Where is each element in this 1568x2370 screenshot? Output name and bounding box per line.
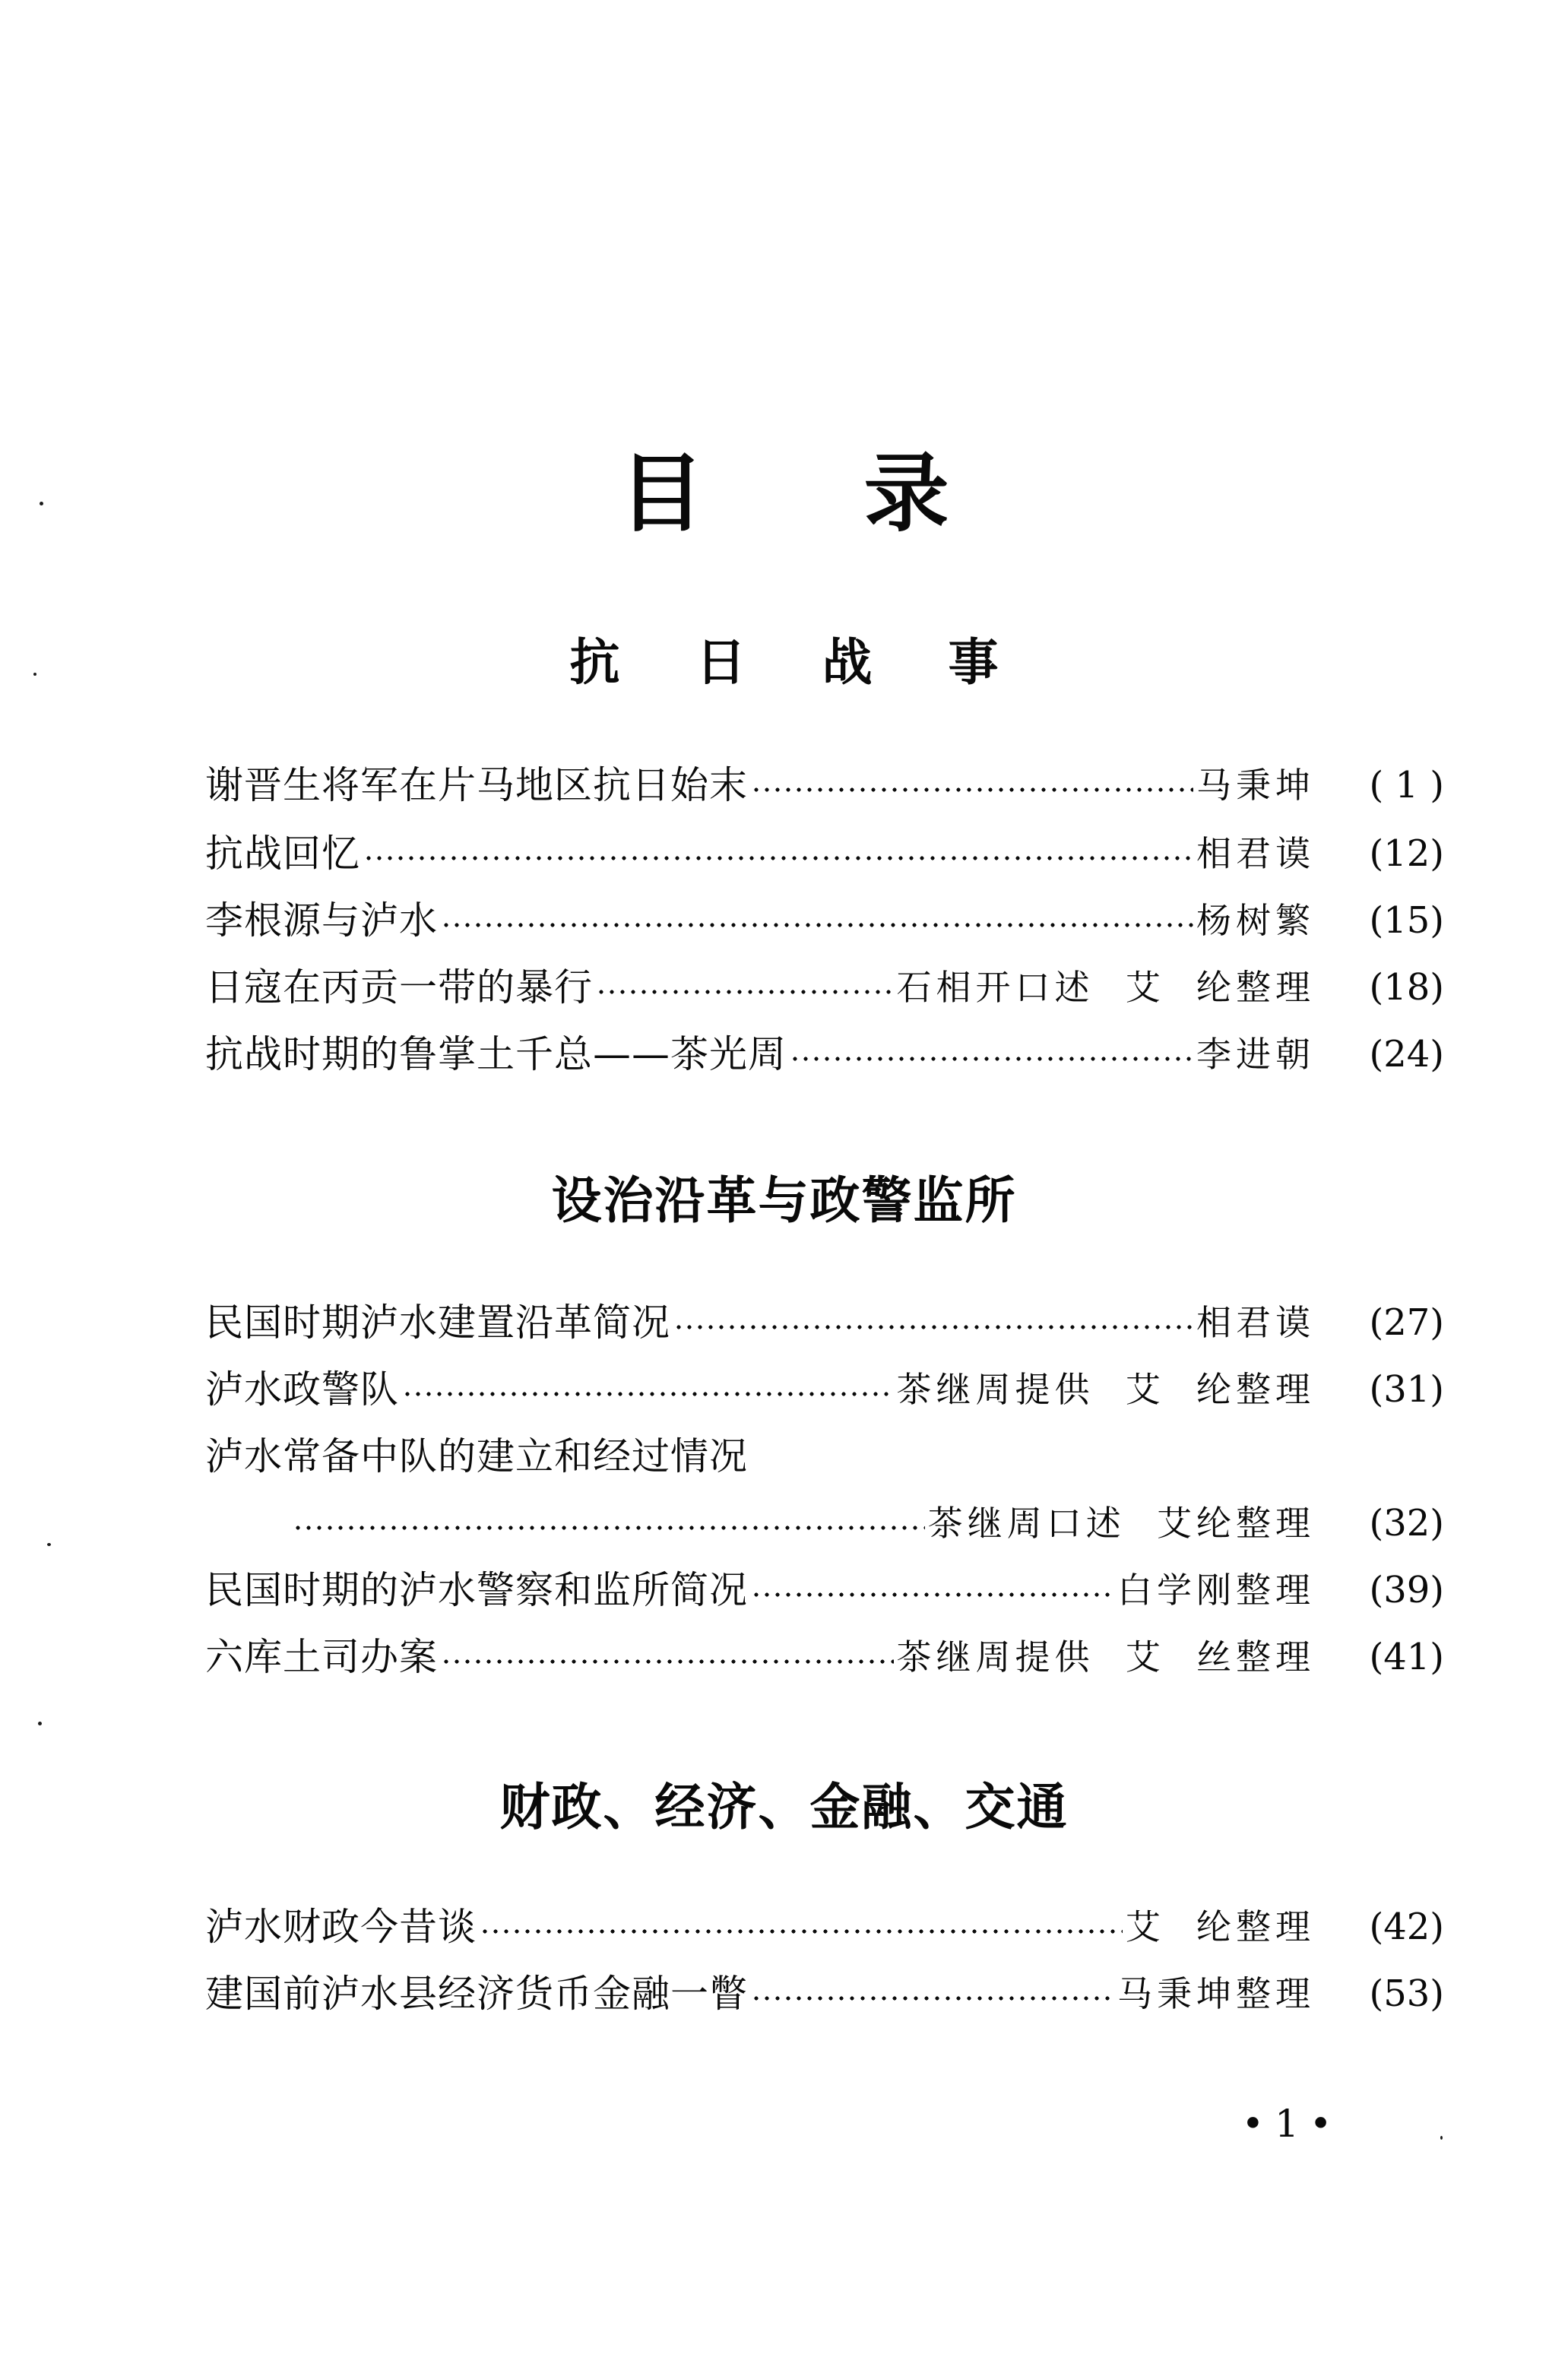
dot-leader — [480, 1900, 1123, 1953]
toc-entry[interactable] — [205, 1363, 1444, 1416]
title-char-mu: 目 — [619, 445, 705, 543]
toc-entry[interactable] — [205, 894, 1444, 947]
toc-entry-page: ( 1 ) — [1369, 764, 1444, 806]
toc-entry-page: (31) — [1369, 1368, 1444, 1411]
toc-entry-author: 茶继周口述 艾纶整理 — [927, 1503, 1315, 1544]
toc-entry-title: 抗战时期的鲁掌土千总——茶光周 — [205, 1032, 787, 1076]
toc-entry-page: (15) — [1369, 899, 1444, 942]
dot-leader — [751, 1967, 1114, 2020]
toc-entry-page: (24) — [1369, 1033, 1444, 1076]
dot-leader — [673, 1296, 1193, 1349]
toc-entry[interactable] — [205, 1967, 1444, 2020]
dot-leader — [441, 1630, 894, 1684]
dot-leader — [402, 1363, 894, 1416]
toc-entry[interactable] — [205, 961, 1444, 1014]
toc-entry-author: 马秉坤 — [1196, 765, 1315, 806]
toc-entry-page: (53) — [1369, 1972, 1444, 2015]
toc-entry-author: 茶继周提供 艾 纶整理 — [896, 1369, 1315, 1410]
toc-entry-title: 泸水政警队 — [205, 1367, 399, 1412]
toc-entry-author: 艾 纶整理 — [1125, 1906, 1315, 1947]
toc-entry-title-line[interactable] — [205, 1430, 1444, 1483]
toc-entry-author: 相君谟 — [1196, 833, 1315, 874]
toc-entry[interactable] — [205, 1028, 1444, 1081]
toc-entry-page: (42) — [1369, 1906, 1444, 1948]
toc-entry-page: (32) — [1369, 1502, 1444, 1545]
dot-leader — [293, 1497, 925, 1550]
toc-entry[interactable] — [205, 827, 1444, 880]
toc-entry-title: 民国时期泸水建置沿革简况 — [205, 1301, 670, 1345]
dot-leader — [751, 759, 1193, 812]
toc-entry-author: 相君谟 — [1196, 1302, 1315, 1343]
toc-entry-author: 马秉坤整理 — [1117, 1973, 1315, 2014]
scan-speck — [47, 1543, 51, 1546]
toc-entry-title: 泸水财政今昔谈 — [205, 1905, 477, 1949]
title-char-lu: 录 — [863, 445, 949, 543]
toc-entry-author: 石相开口述 艾 纶整理 — [896, 967, 1315, 1008]
page-title — [0, 445, 1568, 543]
scan-speck — [1440, 2136, 1443, 2140]
toc-entry-title: 李根源与泸水 — [205, 898, 438, 943]
toc-entry-author: 茶继周提供 艾 丝整理 — [896, 1637, 1315, 1678]
section-heading-administration-police: 设治沿革与政警监所 — [551, 1171, 1017, 1230]
dot-leader — [441, 894, 1193, 947]
toc-entry-title: 民国时期的泸水警察和监所简况 — [205, 1568, 748, 1612]
toc-entry-title: 建国前泸水县经济货币金融一瞥 — [205, 1972, 748, 2016]
page-number: •1• — [1241, 2102, 1343, 2146]
toc-entry-title: 日寇在丙贡一带的暴行 — [205, 965, 593, 1009]
toc-entry-author: 李进朝 — [1196, 1034, 1315, 1075]
section-heading-finance-economy: 财政、经济、金融、交通 — [499, 1778, 1069, 1836]
toc-entry-title: 谢晋生将军在片马地区抗日始末 — [205, 763, 748, 807]
section-heading-anti-japanese-war: 抗日战事 — [569, 633, 1075, 692]
dot-leader — [363, 827, 1193, 880]
toc-entry-author: 白学刚整理 — [1117, 1570, 1315, 1611]
toc-entry-title: 泸水常备中队的建立和经过情况 — [205, 1434, 748, 1478]
toc-entry-page: (39) — [1369, 1569, 1444, 1611]
scan-speck — [38, 1722, 42, 1725]
toc-entry[interactable] — [205, 1564, 1444, 1617]
toc-entry-continuation[interactable] — [293, 1497, 1444, 1550]
toc-entry[interactable] — [205, 1900, 1444, 1953]
toc-entry-page: (27) — [1369, 1301, 1444, 1344]
toc-entry-page: (12) — [1369, 832, 1444, 875]
toc-entry-page: (18) — [1369, 966, 1444, 1009]
dot-leader — [751, 1564, 1114, 1617]
toc-entry[interactable] — [205, 1296, 1444, 1349]
toc-entry-title: 抗战回忆 — [205, 832, 360, 876]
toc-entry[interactable] — [205, 1630, 1444, 1684]
toc-entry-author: 杨树繁 — [1196, 900, 1315, 941]
toc-entry-title: 六库土司办案 — [205, 1635, 438, 1679]
dot-leader — [596, 961, 894, 1014]
toc-entry-page: (41) — [1369, 1636, 1444, 1678]
dot-leader — [790, 1028, 1193, 1081]
toc-entry[interactable] — [205, 759, 1444, 812]
